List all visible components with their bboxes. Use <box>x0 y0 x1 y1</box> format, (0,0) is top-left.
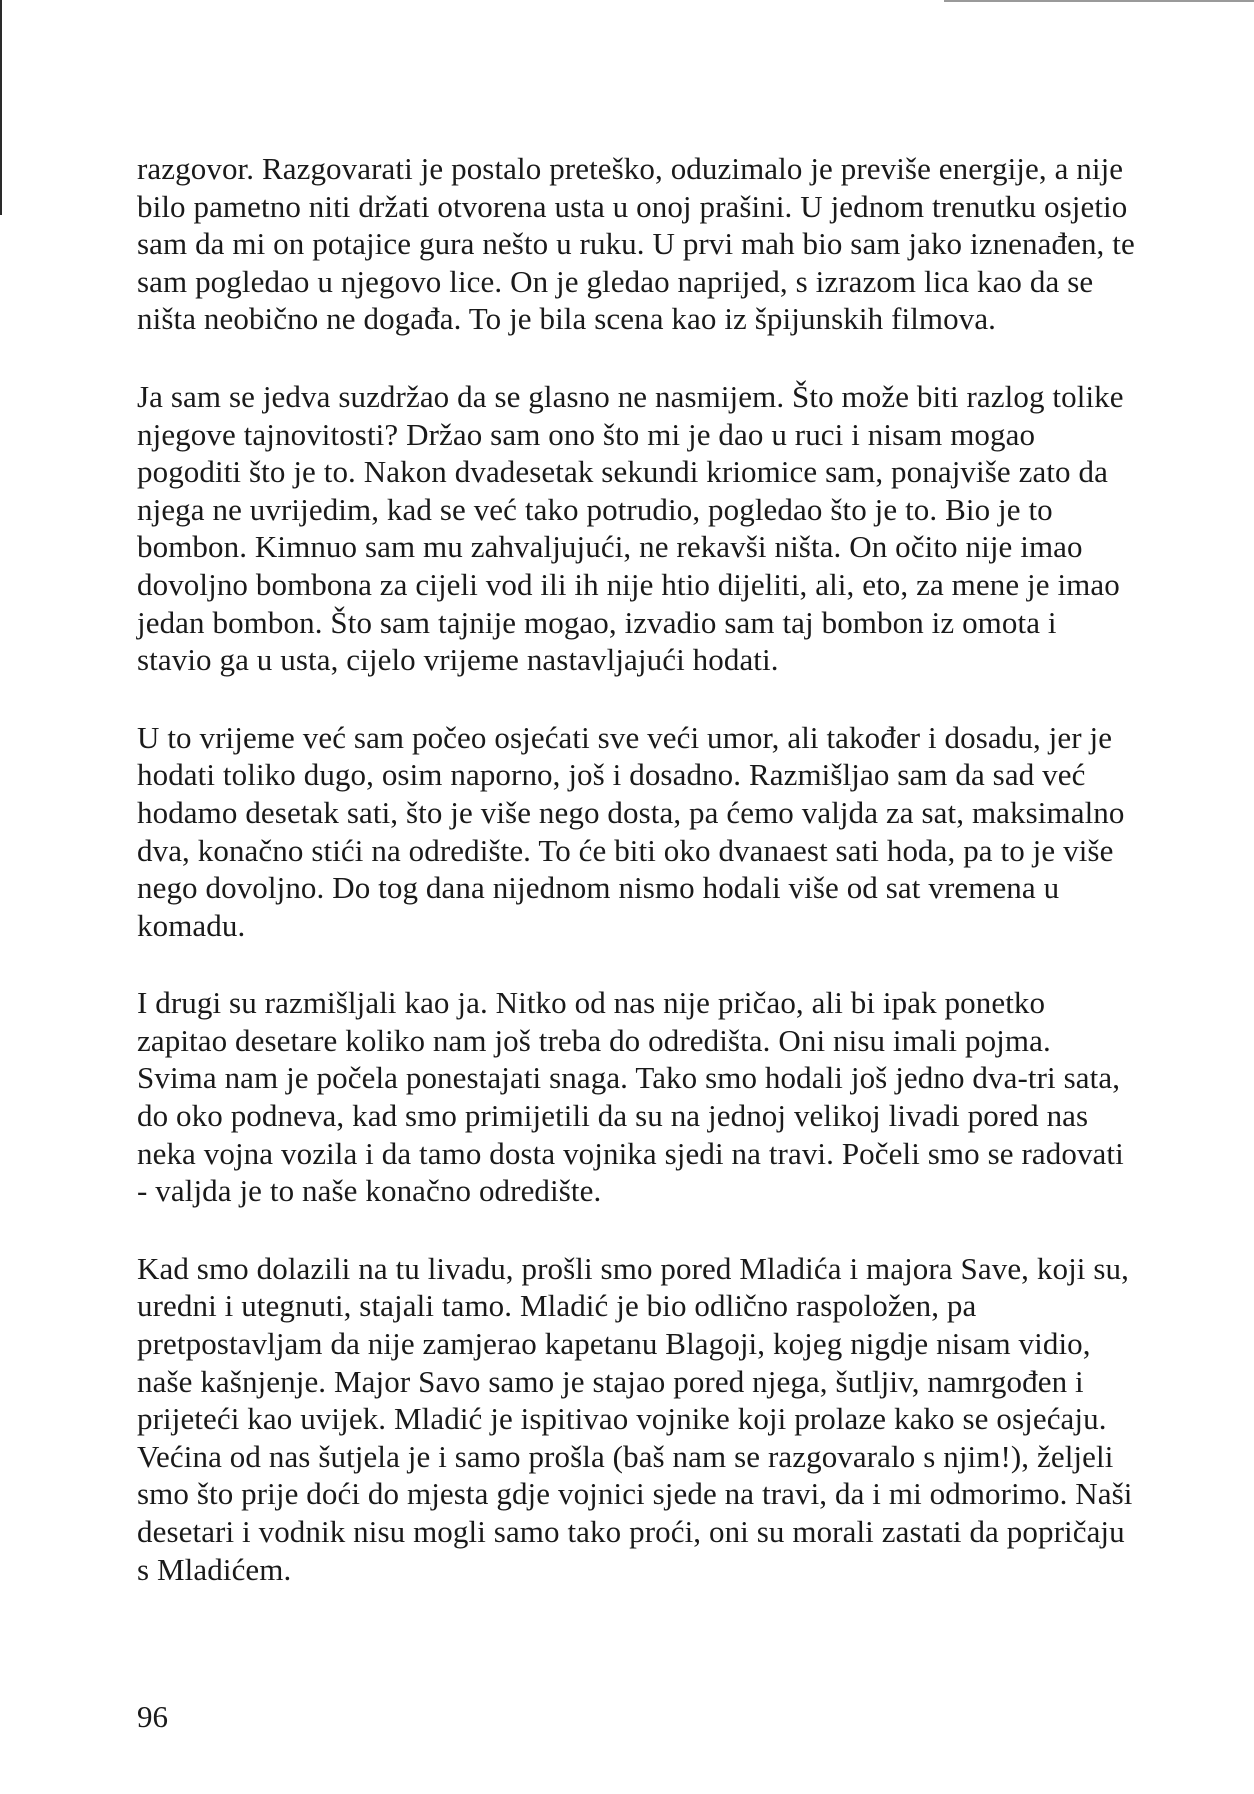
scan-edge-top <box>944 0 1254 2</box>
paragraph-2: Ja sam se jedva suzdržao da se glasno ne nasmijem. Što može biti razlog tolike njegove tajnovitosti? Držao sam ono što mi je dao u ruci i nisam mogao pogoditi što je to. Nakon dvadesetak sekundi kriomice sam, ponajviše zato da njega ne uvrijedim, kad se već tako potrudio, pogledao što je to. Bio je to bombon. Kimnuo sam mu zahvaljujući, ne rekavši ništa. On očito nije imao dovoljno bombona za cijeli vod ili ih nije htio dijeliti, ali, eto, za mene je imao jedan bombon. Što sam tajnije mogao, izvadio sam taj bombon iz omota i stavio ga u usta, cijelo vrijeme nastavljajući hodati. <box>137 378 1124 678</box>
page-body <box>137 150 1137 1628</box>
paragraph-1: razgovor. Razgovarati je postalo preteško, oduzimalo je previše energije, a nije bilo pametno niti držati otvorena usta u onoj prašini. U jednom trenutku osjetio sam da mi on potajice gura nešto u ruku. U prvi mah bio sam jako iznenađen, te sam pogledao u njegovo lice. On je gledao naprijed, s izrazom lica kao da se ništa neobično ne događa. To je bila scena kao iz špijunskih filmova. <box>137 151 1135 337</box>
paragraph-3: U to vrijeme već sam počeo osjećati sve veći umor, ali također i dosadu, jer je hodati toliko dugo, osim naporno, još i dosadno. Razmišljao sam da sad već hodamo desetak sati, što je više nego dosta, pa ćemo valjda za sat, maksimalno dva, konačno stići na odredište. To će biti oko dvanaest sati hoda, pa to je više nego dovoljno. Do tog dana nijednom nismo hodali više od sat vremena u komadu. <box>137 719 1125 943</box>
page-number: 96 <box>137 1699 168 1734</box>
paragraph-5: Kad smo dolazili na tu livadu, prošli smo pored Mladića i majora Save, koji su, uredni i utegnuti, stajali tamo. Mladić je bio odlično raspoložen, pa pretpostavljam da nije zamjerao kapetanu Blagoji, kojeg nigdje nisam vidio, naše kašnjenje. Major Savo samo je stajao pored njega, šutljiv, namrgođen i prijeteći kao uvijek. Mladić je ispitivao vojnike koji prolaze kako se osjećaju. Većina od nas šutjela je i samo prošla (baš nam se razgovaralo s njim!), željeli smo što prije doći do mjesta gdje vojnici sjede na travi, da i mi odmorimo. Naši desetari i vodnik nisu mogli samo tako proći, oni su morali zastati da popričaju s Mladićem. <box>137 1250 1133 1587</box>
paragraph-4: I drugi su razmišljali kao ja. Nitko od nas nije pričao, ali bi ipak ponetko zapitao desetare koliko nam još treba do odredišta. Oni nisu imali pojma. Svima nam je počela ponestajati snaga. Tako smo hodali još jedno dva-tri sata, do oko podneva, kad smo primijetili da su na jednoj velikoj livadi pored nas neka vojna vozila i da tamo dosta vojnika sjedi na travi. Počeli smo se radovati - valjda je to naše konačno odredište. <box>137 985 1124 1209</box>
scan-edge-left <box>0 0 2 215</box>
